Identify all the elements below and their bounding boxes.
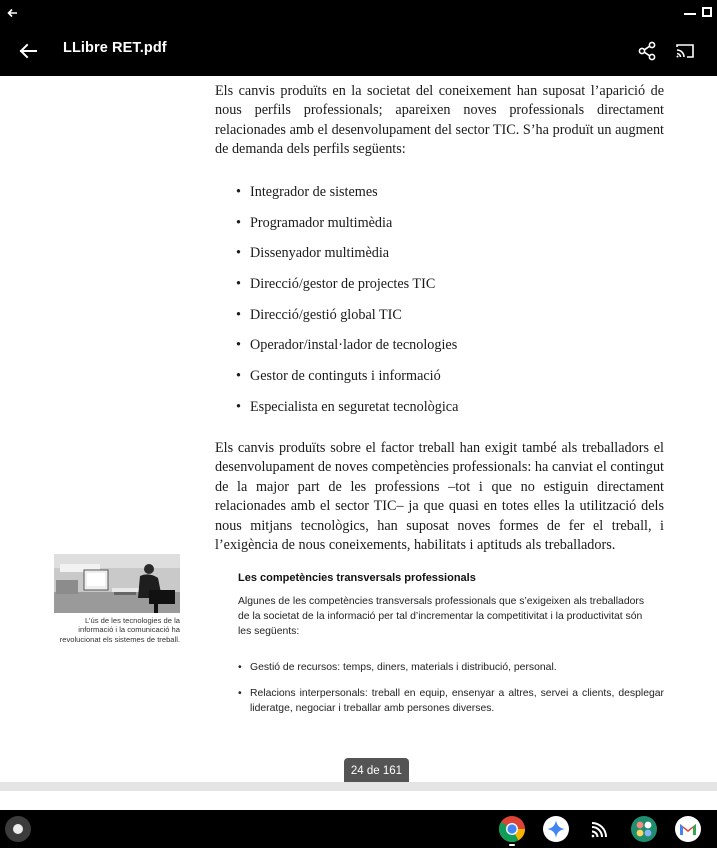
assistant-icon[interactable] [542,815,570,843]
paragraph-work: Els canvis produïts sobre el factor treball han exigit també als treballadors el desenvolupament de noves competències professionals: ha canviat el contingut de la major part de les professions –tot i que no estiguin directament relacionades amb el sector TIC– ja que quasi en totes elles la utilització dels nous mitjans tecnològics, han suposat noves formes de fer el treball, i l’exigència de nous coneixements, habilitats i aptituds als treballadors. [215,440,664,554]
window-back-icon[interactable] [4,4,22,22]
sidebar-box-text: Algunes de les competències transversals professionals que s’exigeixen als treballadors de la societat de la informació per tal d’incrementar la competitivitat i la productivitat són les següents: [238,596,645,638]
app-toolbar [0,26,717,76]
app-grid-icon[interactable] [630,815,658,843]
sidebar-box-title: Les competències transversals professionals [238,572,476,584]
list-item: • Relacions interpersonals: treball en equip, ensenyar a altres, servei a clients, desplegar lideratge, negociar i treballar amb persones diverses. [238,686,664,717]
gmail-icon[interactable] [674,815,702,843]
profiles-list [236,183,656,429]
list-item: • Operador/instal·lador de tecnologies [236,336,656,367]
minimize-icon[interactable] [684,13,696,15]
list-item: • Gestor de continguts i informació [236,367,656,398]
list-item: • Dissenyador multimèdia [236,244,656,275]
page-indicator: 24 de 161 [344,758,409,782]
document-title: LLibre RET.pdf [63,40,167,56]
list-item: • Direcció/gestió global TIC [236,306,656,337]
figure-caption: L’ús de les tecnologies de la informació i la comunicació ha revolucionat els sistemes de treball. [59,616,180,644]
maximize-icon[interactable] [702,7,712,17]
list-item: • Gestió de recursos: temps, diners, materials i distribució, personal. [238,660,664,676]
share-icon[interactable] [635,39,659,63]
list-item: • Programador multimèdia [236,214,656,245]
window-title-bar [0,0,717,26]
cast-icon[interactable] [673,39,697,63]
list-item: • Especialista en seguretat tecnològica [236,398,656,429]
back-arrow-icon[interactable] [14,37,42,65]
next-page-top [0,791,717,810]
list-item: • Integrador de sistemes [236,183,656,214]
list-item: • Direcció/gestor de projectes TIC [236,275,656,306]
office-photo [54,554,180,613]
pdf-page[interactable] [0,76,717,782]
launcher-icon[interactable] [5,816,31,842]
chrome-icon[interactable] [498,815,526,843]
cast-app-icon[interactable] [586,815,614,843]
paragraph-intro: Els canvis produïts en la societat del coneixement han suposat l’aparició de nous perfils professionals; apareixen noves professionals directament relacionades amb el desenvolupament del sector TIC. S’ha produït un augment de demanda dels perfils següents: [215,83,664,158]
system-shelf [0,810,717,848]
running-indicator [509,844,515,846]
competencies-list [238,660,664,727]
